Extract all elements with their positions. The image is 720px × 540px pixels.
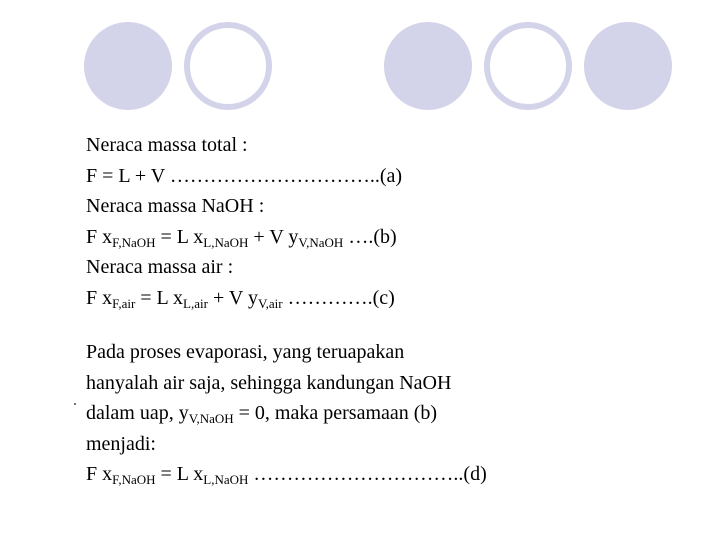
- equation-c: F $x_{F,air} = L$ $x_{L,air} + V$ $y_{V,air}$ ………….(c): [86, 286, 395, 311]
- decorative-circles: [0, 0, 720, 120]
- filled-circle: [384, 22, 472, 110]
- filled-circle: [584, 22, 672, 110]
- equation-d: F $x_{F,NaOH} = L$ $x_{L,NaOH}$ …………………………..(d): [86, 463, 487, 487]
- heading-water-mass-balance: Neraca massa air :: [86, 256, 234, 278]
- bullet-dot: [74, 403, 76, 405]
- paragraph-line: hanyalah air saja, sehingga kandungan NaOH: [86, 371, 452, 394]
- slide-content: [86, 130, 706, 490]
- heading-naoh-mass-balance: Neraca massa NaOH :: [86, 195, 265, 217]
- ring-circle: [184, 22, 272, 110]
- equation-a: F = L + V …………………………..(a): [86, 164, 403, 187]
- filled-circle: [84, 22, 172, 110]
- paragraph-line: dalam uap, $y_{V,NaOH} = 0$, maka persamaan (b): [86, 402, 438, 426]
- ring-circle: [484, 22, 572, 110]
- paragraph-line: menjadi:: [86, 432, 156, 455]
- paragraph-line: Pada proses evaporasi, yang teruapakan: [86, 341, 405, 363]
- heading-total-mass-balance: Neraca massa total :: [86, 134, 248, 156]
- equation-b: F $x_{F,NaOH} = L$ $x_{L,NaOH} + V$ $y_{V,NaOH}$ ….(b): [86, 225, 397, 250]
